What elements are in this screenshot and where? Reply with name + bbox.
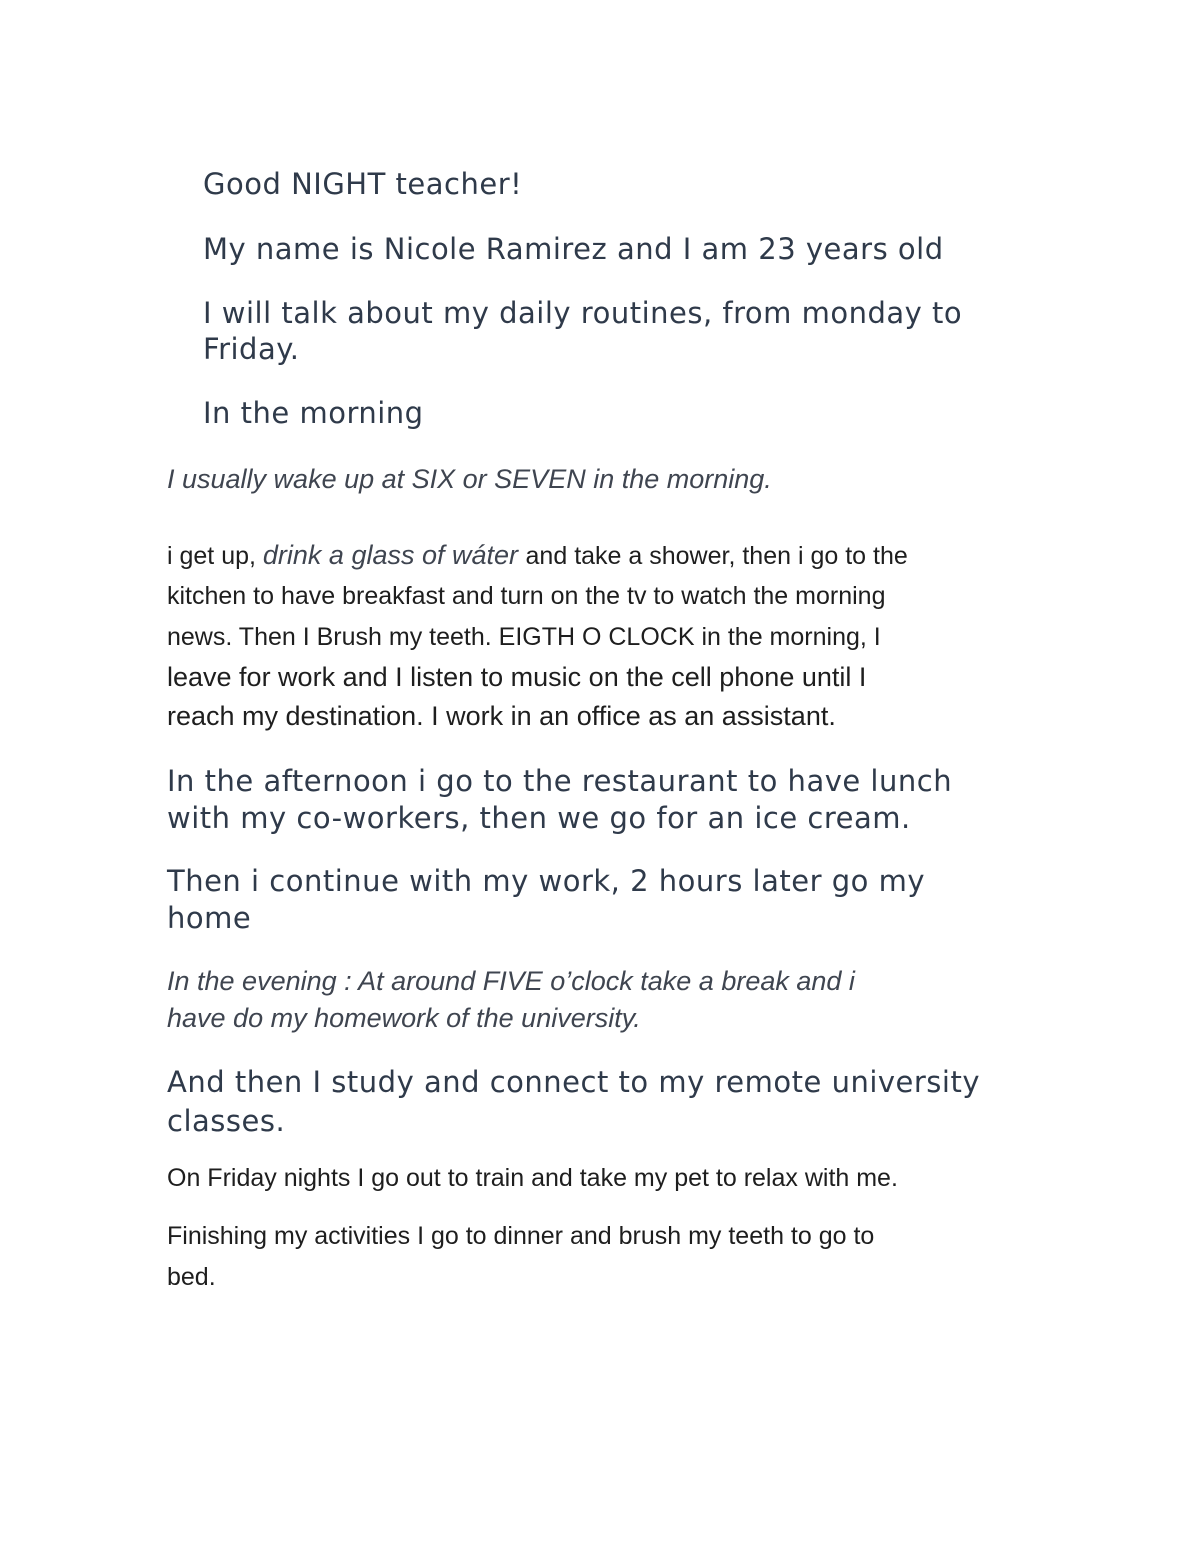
afternoon-line-2: with my co-workers, then we go for an ice cream. (167, 801, 911, 835)
routine-line-5: reach my destination. I work in an office as an assistant. (167, 701, 836, 731)
wake-up-paragraph: I usually wake up at SIX or SEVEN in the morning. (167, 464, 772, 494)
continue-line-1: Then i continue with my work, 2 hours later go my (167, 864, 925, 898)
finishing-line-1: Finishing my activities I go to dinner and brush my teeth to go to (167, 1222, 875, 1250)
friday-paragraph: On Friday nights I go out to train and take my pet to relax with me. (167, 1164, 898, 1192)
greeting: Good NIGHT teacher! (203, 167, 523, 201)
routine-line-3: news. Then I Brush my teeth. EIGTH O CLOCK in the morning, I (167, 623, 881, 651)
study-line-1: And then I study and connect to my remote university (167, 1065, 981, 1099)
topic-line-2: Friday. (203, 332, 300, 366)
routine-text-b: drink a glass of wáter (262, 540, 526, 570)
afternoon-line-1: In the afternoon i go to the restaurant to have lunch (167, 764, 953, 798)
morning-heading: In the morning (203, 396, 424, 430)
routine-text-a: i get up, (167, 542, 263, 570)
intro-paragraph: My name is Nicole Ramirez and I am 23 years old (203, 232, 944, 266)
study-line-2: classes. (167, 1104, 286, 1138)
evening-line-1: In the evening : At around FIVE o’clock take a break and i (167, 966, 855, 996)
evening-line-2: have do my homework of the university. (167, 1003, 641, 1033)
routine-line-1 (167, 535, 908, 576)
routine-line-2: kitchen to have breakfast and turn on the tv to watch the morning (167, 582, 886, 610)
finishing-line-2: bed. (167, 1263, 216, 1291)
routine-line-4: leave for work and I listen to music on the cell phone until I (167, 662, 867, 692)
routine-text-c: and take a shower, then i go to the (525, 542, 908, 570)
topic-line-1: I will talk about my daily routines, from monday to (203, 296, 963, 330)
continue-line-2: home (167, 901, 252, 935)
